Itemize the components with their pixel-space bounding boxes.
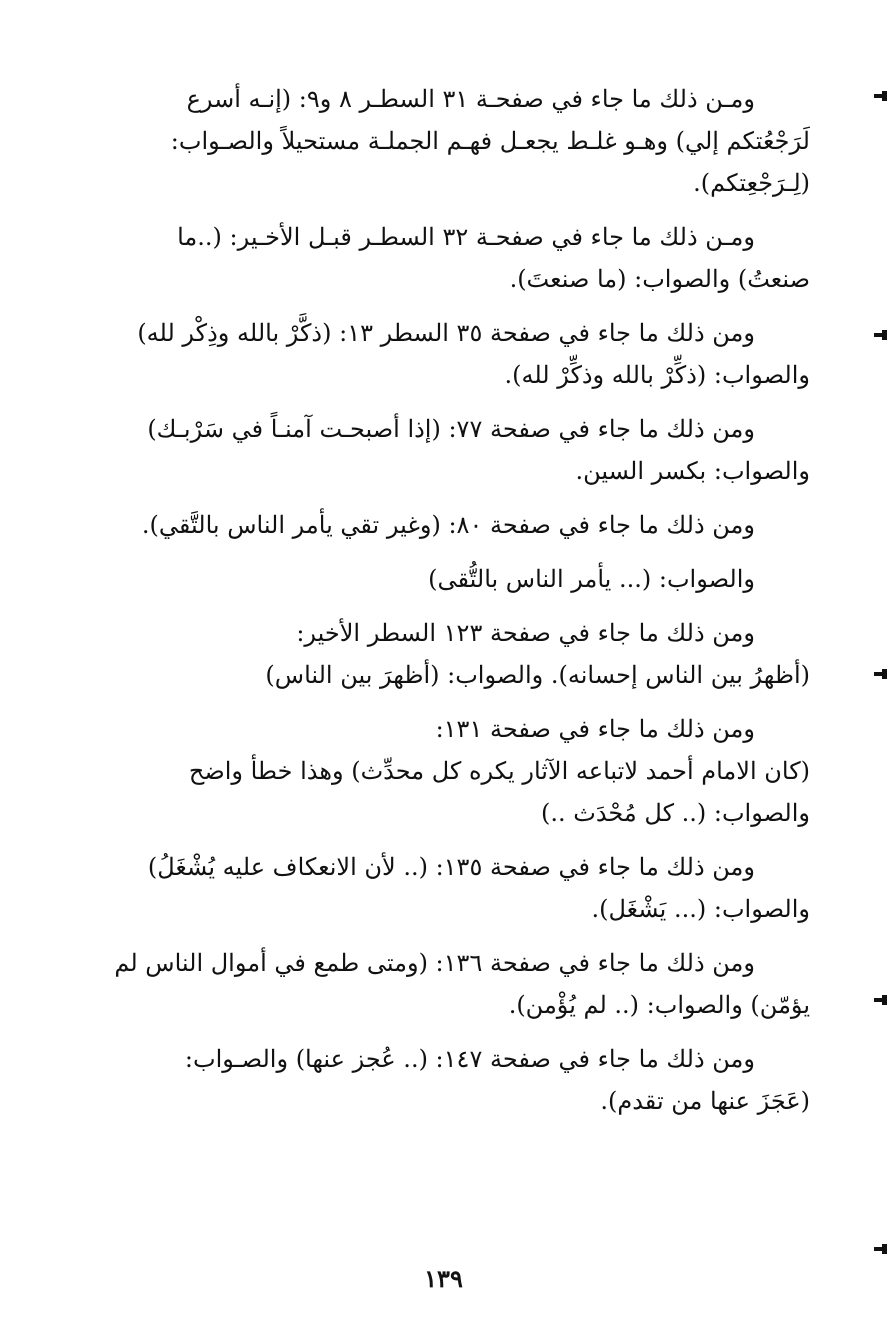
paragraph	[78, 1038, 810, 1122]
edge-mark	[874, 672, 887, 676]
text-line: ومن ذلك ما جاء في صفحة ٣٥ السطر ١٣: (ذكَّرْ بالله وذِكْر لله)	[137, 319, 755, 347]
text-line: يؤمّن) والصواب: (.. لم يُؤْمن).	[508, 991, 810, 1019]
text-line: ومن ذلك ما جاء في صفحة ١٤٧: (.. عُجز عنها) والصـواب:	[184, 1045, 755, 1073]
text-line: ومن ذلك ما جاء في صفحة ٨٠: (وغير تقي يأمر الناس بالتَّقي).	[141, 511, 755, 539]
paragraph	[78, 504, 810, 546]
text-line: ومن ذلك ما جاء في صفحة ٧٧: (إذا أصبحـت آمنـاً في سَرْبـك)	[147, 415, 755, 443]
edge-mark	[874, 998, 887, 1002]
text-line: (أظهرُ بين الناس إحسانه). والصواب: (أظهرَ بين الناس)	[265, 661, 810, 689]
text-line: والصواب: (... يَشْغَل).	[591, 895, 810, 923]
paragraph	[78, 612, 810, 696]
paragraph	[78, 78, 810, 204]
text-line: (كان الامام أحمد لاتباعه الآثار يكره كل محدِّث) وهذا خطأ واضح	[188, 757, 810, 785]
text-line: ومـن ذلك ما جاء في صفحـة ٣٢ السطـر قبـل الأخـير: (..ما	[177, 223, 755, 251]
text-line: ومن ذلك ما جاء في صفحة ١٣١:	[435, 715, 755, 743]
text-line: ومن ذلك ما جاء في صفحة ١٢٣ السطر الأخير:	[296, 619, 755, 647]
text-line: ومـن ذلك ما جاء في صفحـة ٣١ السطـر ٨ و٩: (إنـه أسرع	[186, 85, 755, 113]
text-line: ومن ذلك ما جاء في صفحة ١٣٦: (ومتى طمع في أموال الناس لم	[114, 949, 755, 977]
paragraph	[78, 216, 810, 300]
paragraph	[78, 942, 810, 1026]
body-text	[78, 78, 810, 1134]
text-line: والصواب: (ذكِّرْ بالله وذكِّرْ لله).	[504, 361, 810, 389]
text-line: والصواب: (... يأمر الناس بالتُّقى)	[428, 565, 755, 593]
edge-mark	[874, 1247, 887, 1251]
text-line: لَرَجْعُتكم إلي) وهـو غلـط يجعـل فهـم الجملـة مستحيلاً والصـواب:	[170, 127, 810, 155]
paragraph	[78, 846, 810, 930]
paragraph	[78, 708, 810, 834]
edge-mark	[874, 333, 887, 337]
paragraph	[78, 408, 810, 492]
text-line: والصواب: (.. كل مُحْدَث ..)	[540, 799, 810, 827]
page-number: ١٣٩	[424, 1264, 463, 1293]
text-line: والصواب: بكسر السين.	[575, 457, 810, 485]
text-line: (لِـرَجْعِتكم).	[693, 169, 810, 197]
text-line: (عَجَزَ عنها من تقدم).	[600, 1087, 810, 1115]
paragraph	[78, 558, 810, 600]
text-line: ومن ذلك ما جاء في صفحة ١٣٥: (.. لأن الانعكاف عليه يُشْغَلُ)	[147, 853, 755, 881]
paragraph	[78, 312, 810, 396]
text-line: صنعتُ) والصواب: (ما صنعتَ).	[509, 265, 810, 293]
edge-mark	[874, 94, 887, 98]
